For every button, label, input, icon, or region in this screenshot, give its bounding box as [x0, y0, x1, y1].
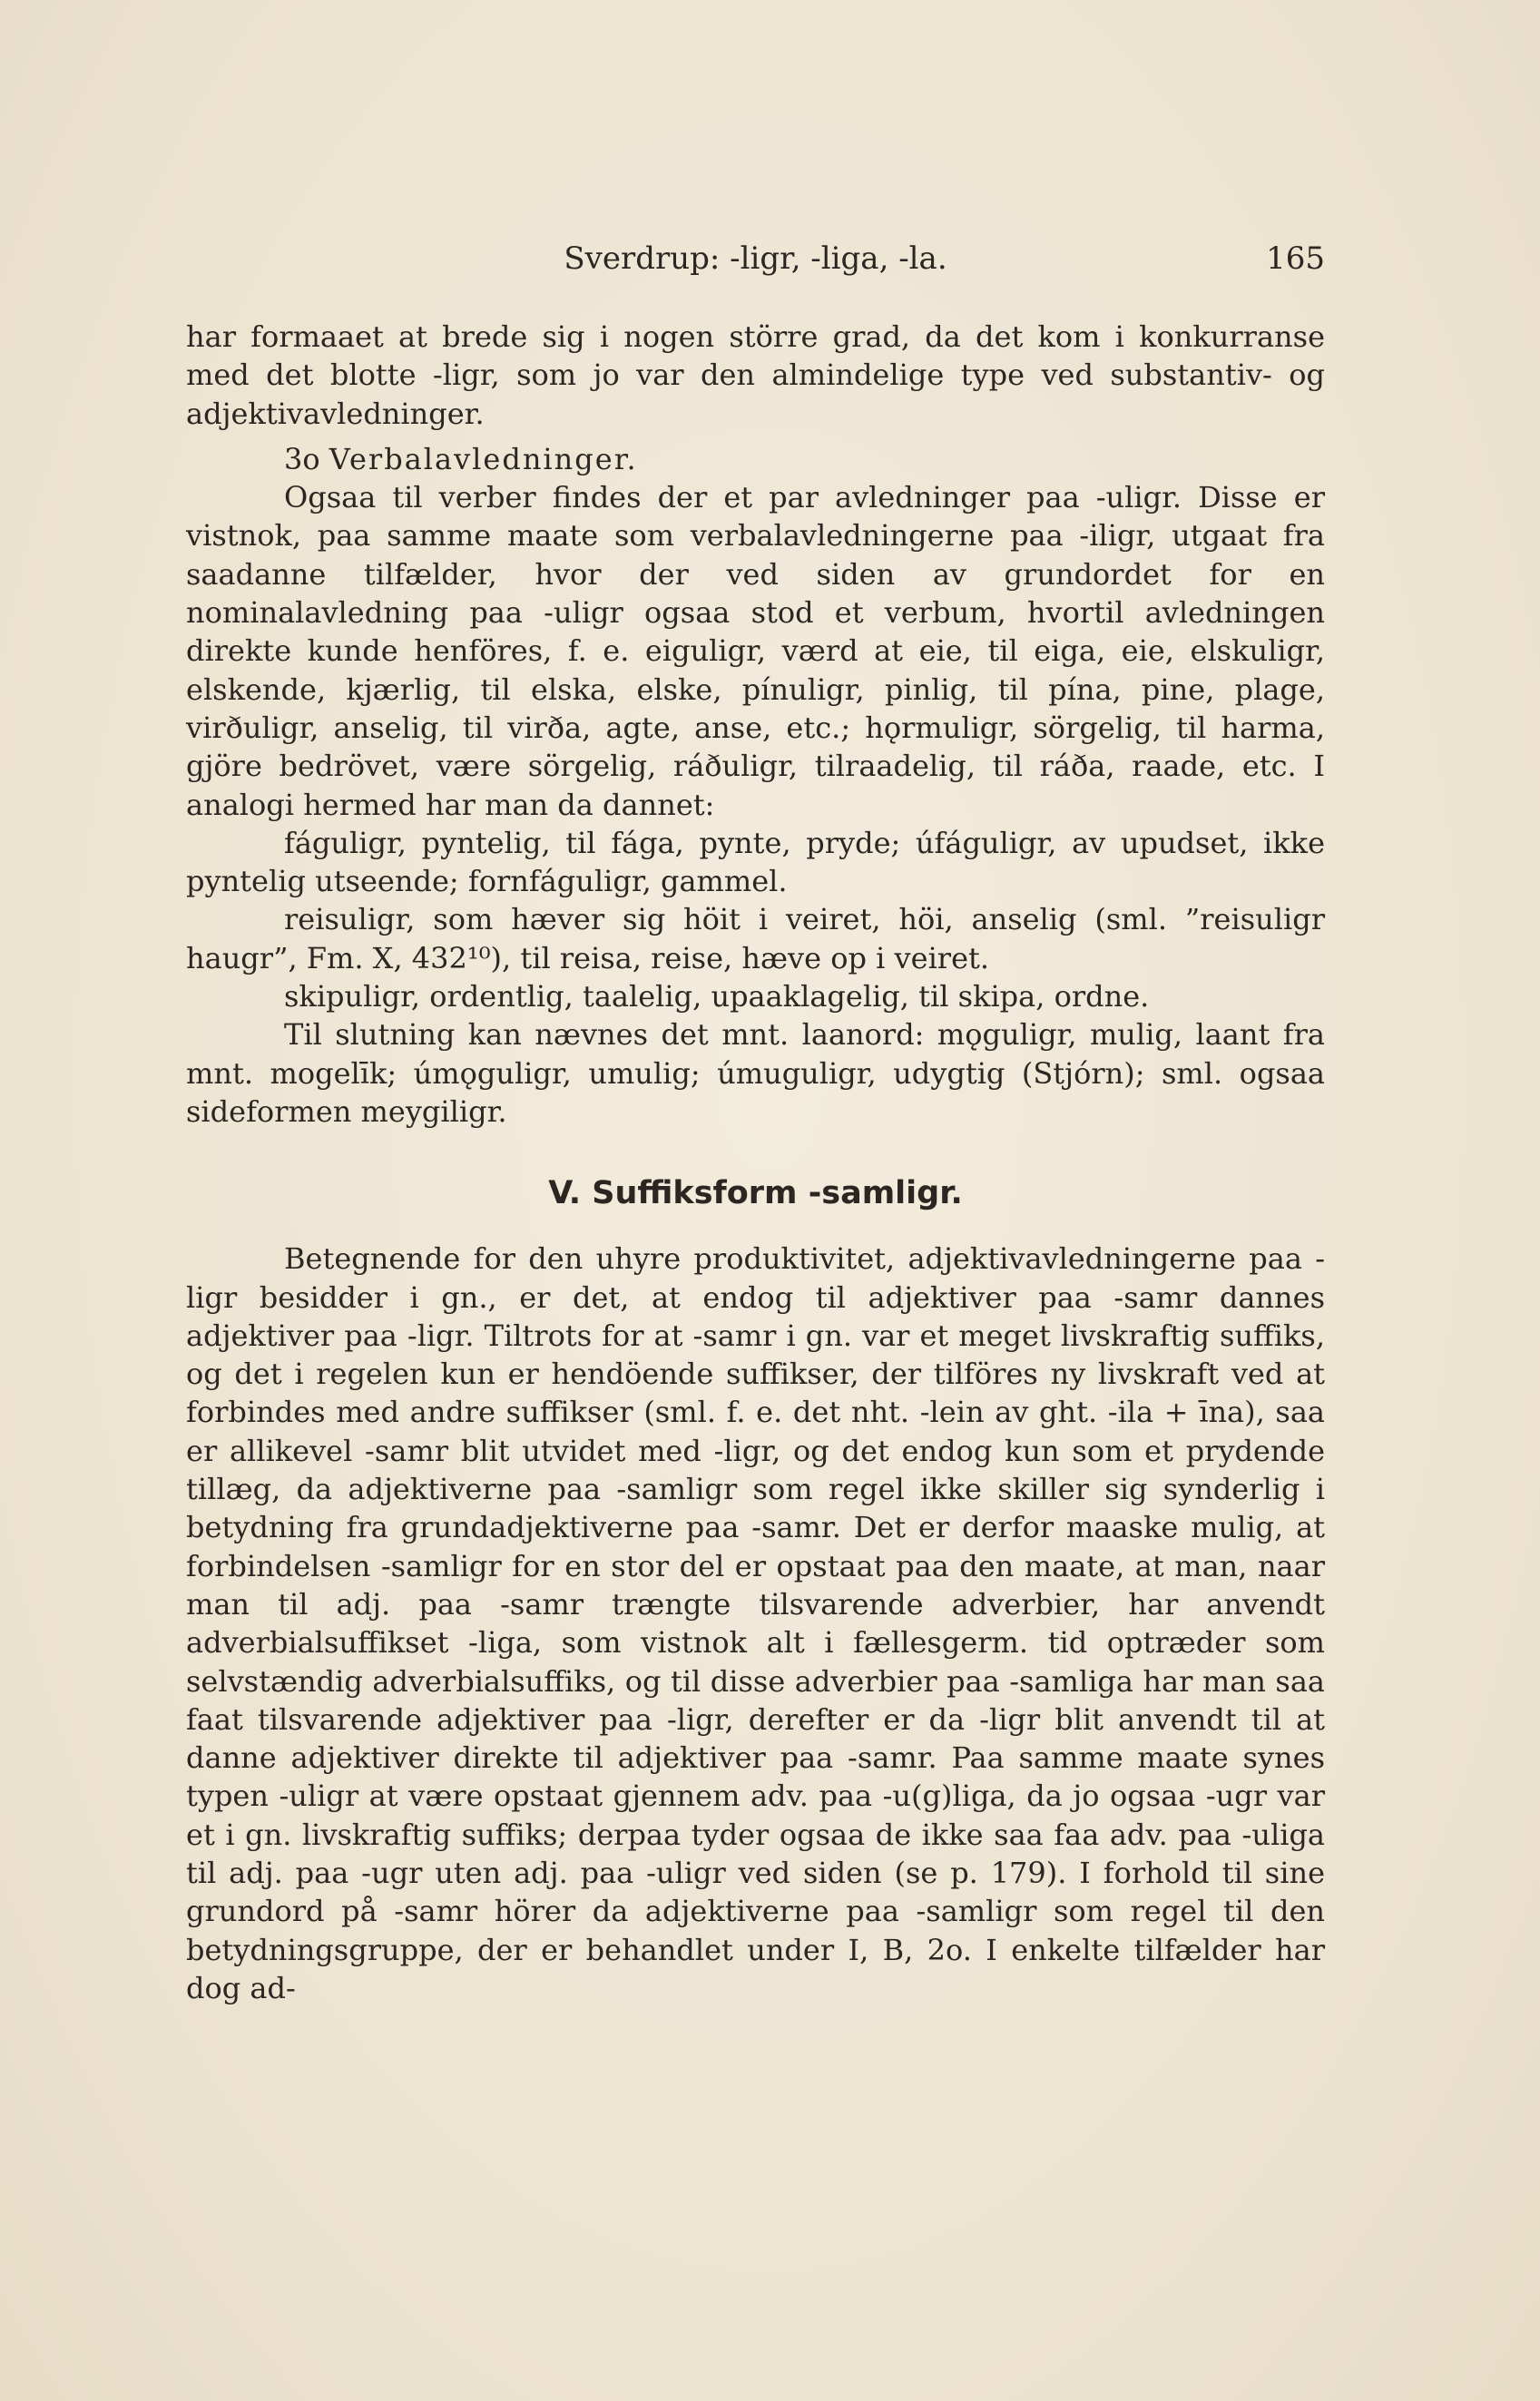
example-reisuligr: reisuligr, som hæver sig höit i veiret, höi, anselig (sml. ”reisuligr haugr”, Fm. X, 432¹⁰), til reisa, reise, hæve op i veiret. [186, 902, 1325, 975]
page-number: 165 [1266, 240, 1325, 277]
example-faguligr: fáguligr, pyntelig, til fága, pynte, pryde; úfáguligr, av upudset, ikke pyntelig utseende; fornfáguligr, gammel. [186, 825, 1325, 899]
page-header [186, 238, 1325, 279]
body-text [186, 318, 1325, 2007]
section-3-paragraph: Ogsaa til verber findes der et par avledninger paa -uligr. Disse er vistnok, paa samme maate som verbalavledningerne paa -iligr, utgaat fra saadanne tilfælder, hvor der ved siden av grundordet for en nominalavledning paa -uligr ogsaa stod et verbum, hvortil avledningen direkte kunde henföres, f. e. eiguligr, værd at eie, til eiga, eie, elskuligr, elskende, kjærlig, til elska, elske, pínuligr, pinlig, til pína, pine, plage, virðuligr, anselig, til virða, agte, anse, etc.; hǫrmuligr, sörgelig, til harma, gjöre bedrövet, være sörgelig, ráðuligr, tilraadelig, til ráða, raade, etc. I analogi hermed har man da dannet: [186, 480, 1325, 822]
section-3-number: 3o [284, 441, 320, 476]
example-skipuligr: skipuligr, ordentlig, taalelig, upaaklagelig, til skipa, ordne. [284, 979, 1150, 1014]
section-v-paragraph: Betegnende for den uhyre produktivitet, adjektivavledningerne paa -ligr besidder i gn., er det, at endog til adjektiver paa -samr dannes adjektiver paa -ligr. Tiltrots for at -samr i gn. var et meget livskraftig suffiks, og det i regelen kun er hendöende suffikser, der tilföres ny livskraft ved at forbindes med andre suffikser (sml. f. e. det nht. -lein av ght. -ila + īna), saa er allikevel -samr blit utvidet med -ligr, og det endog kun som et prydende tillæg, da adjektiverne paa -samligr som regel ikke skiller sig synderlig i betydning fra grundadjektiverne paa -samr. Det er derfor maaske mulig, at forbindelsen -samligr for en stor del er opstaat paa den maate, at man, naar man til adj. paa -samr trængte tilsvarende adverbier, har anvendt adverbialsuffikset -liga, som vistnok alt i fællesgerm. tid optræder som selvstændig adverbialsuffiks, og til disse adverbier paa -samliga har man saa faat tilsvarende adjektiver paa -ligr, derefter er da -ligr blit anvendt til at danne adjektiver direkte til adjektiver paa -samr. Paa samme maate synes typen -uligr at være opstaat gjennem adv. paa -u(g)liga, da jo ogsaa -ugr var et i gn. livskraftig suffiks; derpaa tyder ogsaa de ikke saa faa adv. paa -uliga til adj. paa -ugr uten adj. paa -uligr ved siden (se p. 179). I forhold til sine grundord på -samr hörer da adjektiverne paa -samligr som regel til den betydningsgruppe, der er behandlet under I, B, 2o. I enkelte tilfælder har dog ad- [186, 1241, 1325, 2005]
section-3-title: Verbalavledninger. [329, 441, 638, 476]
section-3-closing: Til slutning kan nævnes det mnt. laanord: mǫguligr, mulig, laant fra mnt. mogelīk; úmǫguligr, umulig; úmuguligr, udygtig (Stjórn); sml. ogsaa sideformen meygiligr. [186, 1017, 1325, 1129]
intro-paragraph: har formaaet at brede sig i nogen större grad, da det kom i konkurranse med det blotte -ligr, som jo var den almindelige type ved substantiv- og adjektivavledninger. [186, 319, 1325, 431]
section-v-heading: V. Suffiksform -samligr. [548, 1175, 963, 1212]
section-3-heading [186, 440, 1325, 478]
running-title: Sverdrup: -ligr, -liga, -la. [564, 240, 947, 277]
